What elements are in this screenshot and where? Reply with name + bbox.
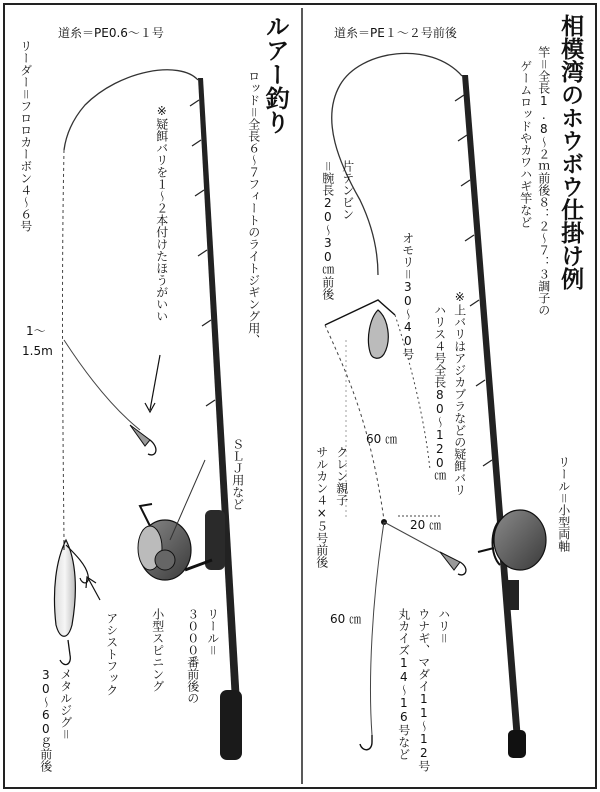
right-rod-grip-mid (505, 580, 519, 610)
left-metal-jig (54, 540, 88, 665)
right-length-20: 20 ㎝ (410, 518, 442, 532)
right-swivel-label-2: サルカン４×５号前後 (314, 446, 329, 568)
right-leader-lower (371, 522, 385, 735)
right-bottom-hook (360, 735, 372, 750)
right-rod-butt (508, 730, 526, 758)
right-tenbin-label-2: ＝腕長20〜30㎝前後 (320, 160, 335, 300)
left-mainline-label: 道糸＝PE0.6〜１号 (58, 26, 164, 40)
left-main-line (64, 70, 198, 150)
right-title: 相模湾のホウボウ仕掛け例 (557, 14, 584, 290)
left-reel-label-1: リール＝ (205, 608, 220, 656)
right-upper-hook-note-2: ハリス４号全長80〜120㎝ (432, 304, 447, 482)
right-swivel-label-1: クレン親子 (334, 446, 349, 506)
left-rod-label-2: ＳＬＪ用など (230, 438, 245, 510)
right-reel-label: リール＝小型両軸 (556, 456, 571, 552)
right-upper-hook-note-1: ※上バリはアジカブラなどの疑餌バリ (452, 290, 467, 496)
left-reel-label-2: ３０００番前後の (185, 608, 200, 704)
left-reel-label-3: 小型スピニング (150, 608, 165, 692)
left-rod-label-1: ロッド＝全長６〜７フィートのライトジギング用、 (246, 70, 261, 346)
right-hook-label-3: 丸カイズ14〜16号など (396, 608, 411, 760)
left-metal-jig-label-1: メタルジグ＝ (58, 668, 73, 740)
left-metal-jig-label-2: 30〜60ｇ前後 (38, 668, 53, 772)
right-rod-shaft (462, 75, 521, 740)
left-rod-grip-lower (220, 690, 242, 760)
left-leader-line (63, 150, 65, 540)
right-rod-label-2: ゲームロッドやカワハギ竿など (518, 60, 533, 228)
right-length-60b: 60 ㎝ (330, 612, 362, 626)
outer-frame (4, 4, 596, 788)
left-leader-length-1: 1〜 (26, 324, 46, 338)
right-hook-label-2: ウナギ、マダイ11〜12号 (416, 608, 431, 772)
right-hook-label-1: ハリ＝ (436, 608, 451, 644)
right-length-60a: 60 ㎝ (366, 432, 398, 446)
left-spinning-reel (138, 504, 212, 580)
right-mainline-label: 道糸＝PE１〜２号前後 (334, 26, 457, 40)
left-leader-length-2: 1.5m (22, 344, 53, 358)
right-tenbin-label-1: 片テンビン (340, 160, 355, 220)
right-sinker-label: オモリ＝30〜40号 (400, 232, 415, 360)
right-bait-hook (440, 552, 466, 575)
left-bait-hook (130, 425, 156, 455)
left-branch-line (64, 340, 140, 430)
left-leader-label: リーダー＝フロロカーボン４〜６号 (18, 40, 33, 232)
right-rod-label-1: 竿＝全長1.8〜２ｍ前後８：２〜７：３調子の (536, 46, 551, 316)
left-title: ルアー釣り (261, 14, 290, 134)
right-sinker (368, 310, 388, 358)
left-bait-hook-note: ※疑餌バリを１〜２本付けたほうがいい (154, 104, 169, 322)
left-assist-hook-label: アシストフック (104, 612, 119, 696)
right-baitcast-reel (478, 510, 546, 570)
